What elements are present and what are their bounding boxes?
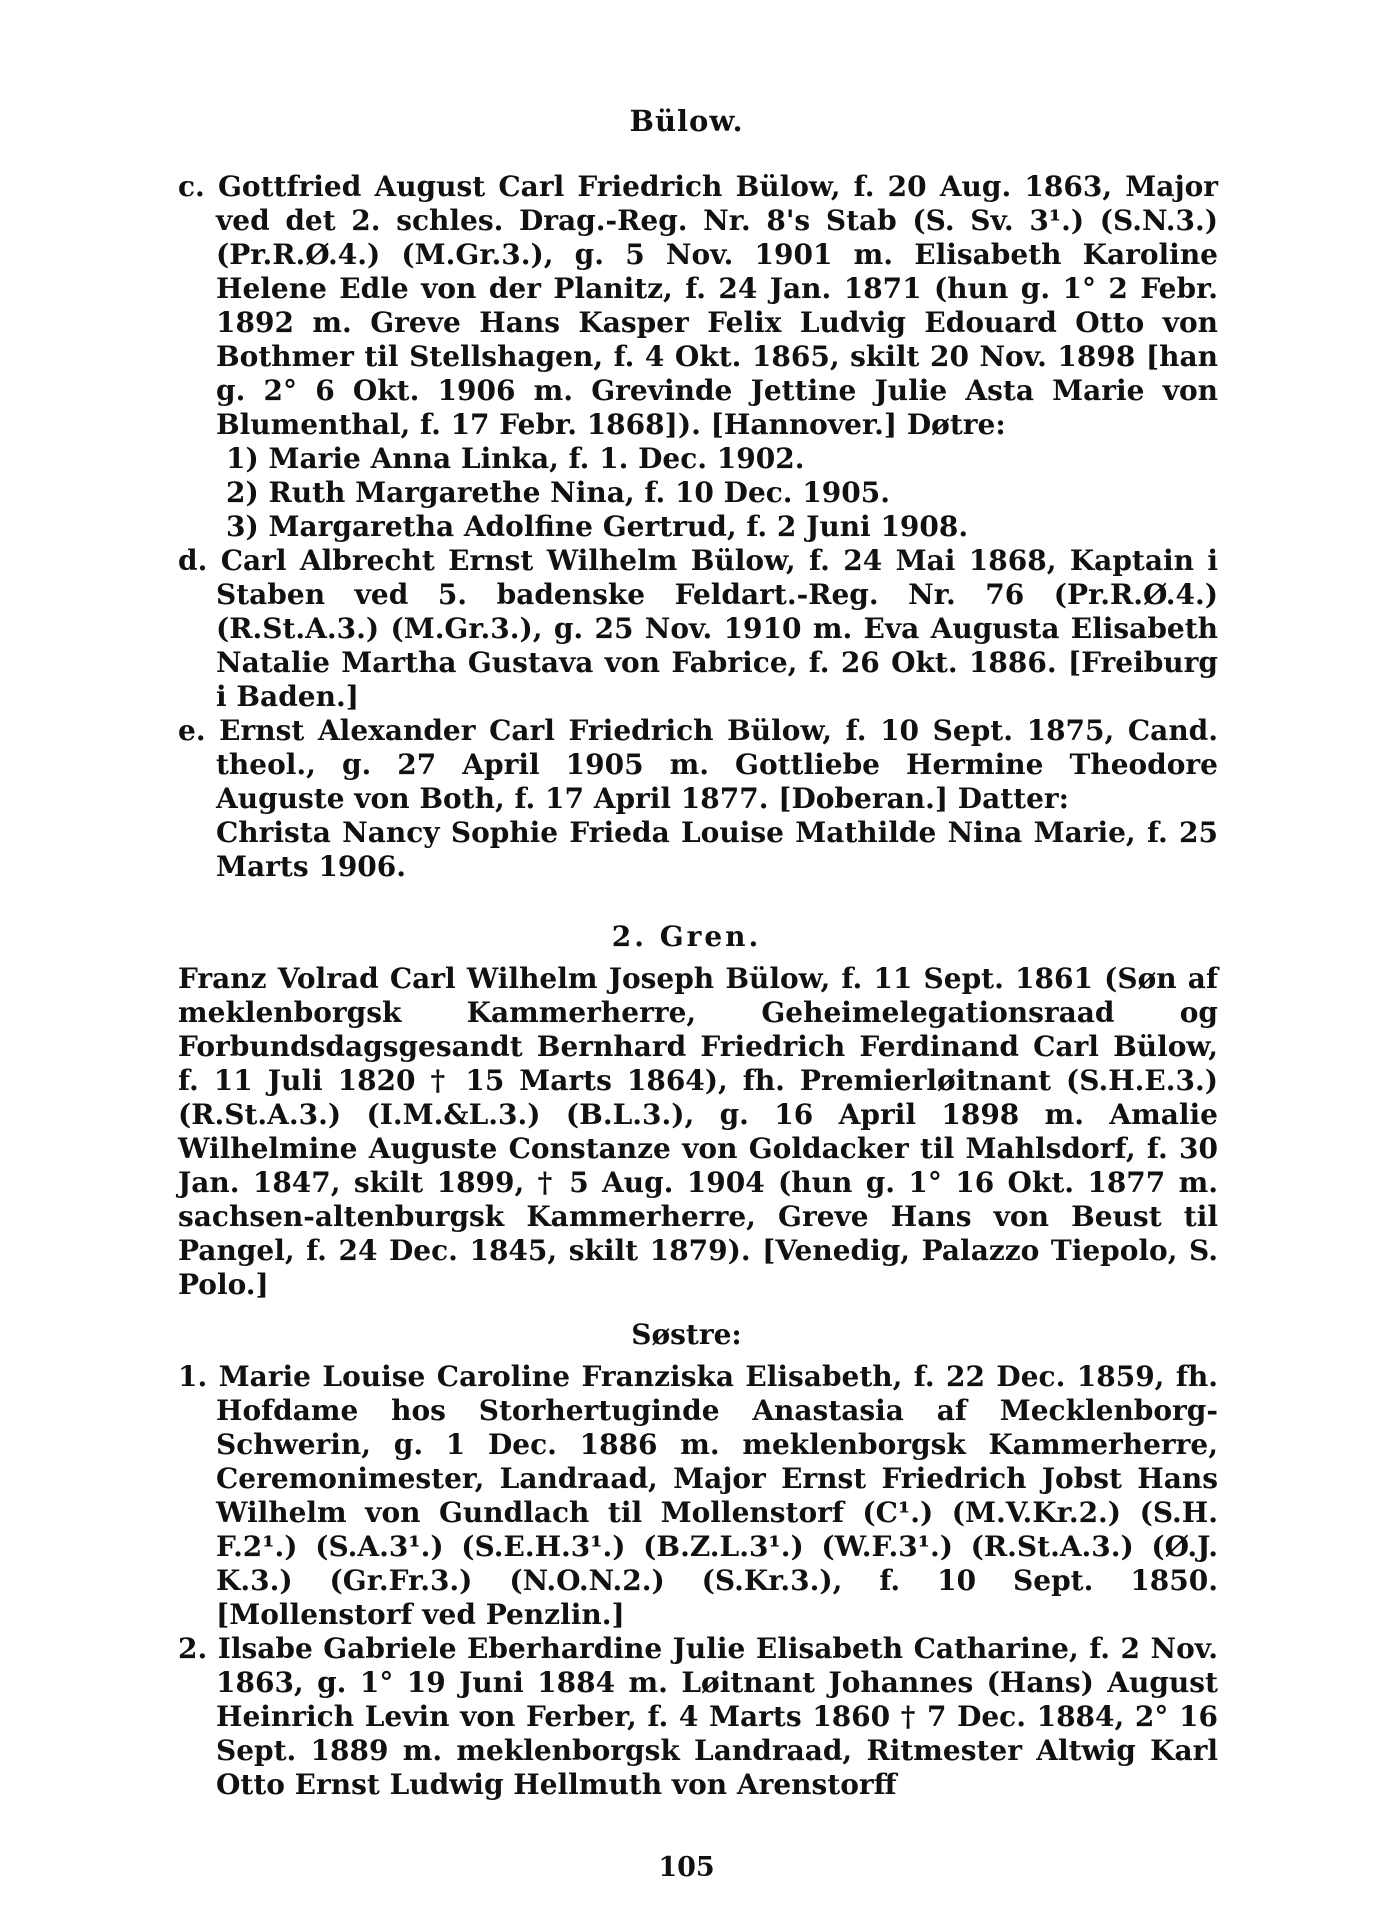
daughter-item: Christa Nancy Sophie Frieda Louise Mathilde Nina Marie, f. 25 Marts 1906.	[216, 816, 1218, 883]
entry-d: d. Carl Albrecht Ernst Wilhelm Bülow, f. 24 Mai 1868, Kaptain i Staben ved 5. badenske Feldart.-Reg. Nr. 76 (Pr.R.Ø.4.) (R.St.A.3.) (M.Gr.3.), g. 25 Nov. 1910 m. Eva Augusta Elisabeth Natalie Martha Gustava von Fabrice, f. 26 Okt. 1886. [Freiburg i Baden.]	[178, 544, 1218, 713]
sister-entry: 1. Marie Louise Caroline Franziska Elisabeth, f. 22 Dec. 1859, fh. Hofdame hos Storhertuginde Anastasia af Mecklenborg-Schwerin, g. 1 Dec. 1886 m. meklenborgsk Kammerherre, Ceremonimester, Landraad, Major Ernst Friedrich Jobst Hans Wilhelm von Gundlach til Mollenstorf (C¹.) (M.V.Kr.2.) (S.H. F.2¹.) (S.A.3¹.) (S.E.H.3¹.) (B.Z.L.3¹.) (W.F.3¹.) (R.St.A.3.) (Ø.J. K.3.) (Gr.Fr.3.) (N.O.N.2.) (S.Kr.3.), f. 10 Sept. 1850. [Mollenstorf ved Penzlin.]	[178, 1360, 1218, 1631]
page-header: Bülow.	[629, 104, 744, 138]
sister-entry: 2. Ilsabe Gabriele Eberhardine Julie Elisabeth Catharine, f. 2 Nov. 1863, g. 1° 19 Juni 1884 m. Løitnant Johannes (Hans) August Heinrich Levin von Ferber, f. 4 Marts 1860 † 7 Dec. 1884, 2° 16 Sept. 1889 m. meklenborgsk Landraad, Ritmester Altwig Karl Otto Ernst Ludwig Hellmuth von Arenstorff	[178, 1632, 1218, 1801]
section-heading-gren: 2. Gren.	[611, 920, 762, 953]
daughter-item: 3) Margaretha Adolfine Gertrud, f. 2 Juni 1908.	[226, 510, 969, 543]
page-number: 105	[658, 1852, 715, 1883]
section-heading-sisters: Søstre:	[631, 1318, 742, 1351]
section-second-branch	[178, 962, 1218, 1302]
daughter-item: 2) Ruth Margarethe Nina, f. 10 Dec. 1905.	[226, 476, 890, 509]
section-descendants	[178, 170, 1218, 884]
section-sisters	[178, 1360, 1218, 1802]
entry-e: e. Ernst Alexander Carl Friedrich Bülow, f. 10 Sept. 1875, Cand. theol., g. 27 April 1905 m. Gottliebe Hermine Theodore Auguste von Both, f. 17 April 1877. [Doberan.] Datter:	[178, 714, 1218, 815]
daughter-item: 1) Marie Anna Linka, f. 1. Dec. 1902.	[226, 442, 805, 475]
branch-paragraph: Franz Volrad Carl Wilhelm Joseph Bülow, f. 11 Sept. 1861 (Søn af meklenborgsk Kammerherre, Geheimelegationsraad og Forbundsdagsgesandt Bernhard Friedrich Ferdinand Carl Bülow, f. 11 Juli 1820 † 15 Marts 1864), fh. Premierløitnant (S.H.E.3.) (R.St.A.3.) (I.M.&L.3.) (B.L.3.), g. 16 April 1898 m. Amalie Wilhelmine Auguste Constanze von Goldacker til Mahlsdorf, f. 30 Jan. 1847, skilt 1899, † 5 Aug. 1904 (hun g. 1° 16 Okt. 1877 m. sachsen-altenburgsk Kammerherre, Greve Hans von Beust til Pangel, f. 24 Dec. 1845, skilt 1879). [Venedig, Palazzo Tiepolo, S. Polo.]	[178, 962, 1218, 1301]
entry-c: c. Gottfried August Carl Friedrich Bülow, f. 20 Aug. 1863, Major ved det 2. schles. Drag.-Reg. Nr. 8's Stab (S. Sv. 3¹.) (S.N.3.) (Pr.R.Ø.4.) (M.Gr.3.), g. 5 Nov. 1901 m. Elisabeth Karoline Helene Edle von der Planitz, f. 24 Jan. 1871 (hun g. 1° 2 Febr. 1892 m. Greve Hans Kasper Felix Ludvig Edouard Otto von Bothmer til Stellshagen, f. 4 Okt. 1865, skilt 20 Nov. 1898 [han g. 2° 6 Okt. 1906 m. Grevinde Jettine Julie Asta Marie von Blumenthal, f. 17 Febr. 1868]). [Hannover.] Døtre:	[178, 170, 1218, 441]
